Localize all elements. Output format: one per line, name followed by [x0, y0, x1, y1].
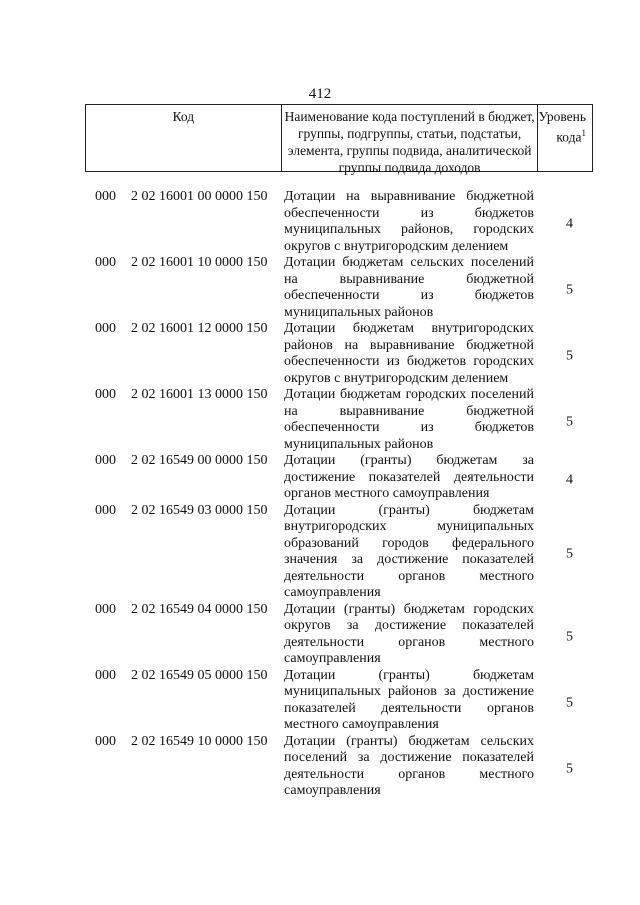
row-level: 5	[566, 414, 573, 430]
row-prefix: 000	[95, 667, 116, 683]
table-header	[85, 104, 593, 175]
table-row	[0, 668, 640, 734]
row-prefix: 000	[95, 321, 116, 336]
table-row	[0, 321, 640, 387]
row-name: Дотации бюджетам сельских поселений на выравнивание бюджетной обеспеченности из бюджетов муниципальных районов	[284, 255, 534, 320]
row-level: 5	[566, 348, 573, 364]
row-prefix: 000	[95, 387, 116, 402]
row-name: Дотации (гранты) бюджетам муниципальных районов за достижение показателей деятельности органов местного самоуправления	[284, 667, 534, 732]
table-row	[0, 255, 640, 321]
table-row	[0, 503, 640, 602]
row-name: Дотации на выравнивание бюджетной обеспеченности из бюджетов муниципальных районов, городских округов с внутригородским делением	[284, 189, 534, 254]
table-row	[0, 602, 640, 668]
row-level: 5	[566, 760, 573, 776]
row-prefix: 000	[95, 189, 116, 204]
page-number: 412	[308, 86, 332, 102]
row-level: 5	[566, 546, 573, 562]
row-name: Дотации бюджетам городских поселений на выравнивание бюджетной обеспеченности из бюджетов муниципальных районов	[284, 387, 534, 452]
table-row	[0, 189, 640, 255]
row-code: 2 02 16549 10 0000 150	[131, 733, 268, 749]
row-prefix: 000	[95, 453, 116, 468]
row-code: 2 02 16001 00 0000 150	[131, 189, 268, 204]
row-prefix: 000	[95, 255, 116, 270]
row-code: 2 02 16001 13 0000 150	[131, 387, 268, 402]
header-level-footnote: 1	[581, 128, 586, 138]
row-code: 2 02 16549 00 0000 150	[131, 453, 268, 468]
row-prefix: 000	[95, 502, 116, 518]
table-row	[0, 453, 640, 503]
row-name: Дотации (гранты) бюджетам внутригородских муниципальных образований городов федерального значения за достижение показателей деятельности органов местного самоуправления	[284, 502, 534, 600]
row-code: 2 02 16001 12 0000 150	[131, 321, 268, 336]
row-level: 4	[566, 216, 573, 232]
table-row	[0, 387, 640, 453]
row-prefix: 000	[95, 601, 116, 617]
row-level: 4	[566, 472, 573, 488]
row-name: Дотации (гранты) бюджетам сельских поселений за достижение показателей деятельности органов местного самоуправления	[284, 733, 534, 798]
row-level: 5	[566, 628, 573, 644]
header-code: Код	[86, 105, 282, 171]
header-level-label: Уровень кода	[538, 109, 586, 145]
row-prefix: 000	[95, 733, 116, 749]
row-level: 5	[566, 694, 573, 710]
row-level: 5	[566, 282, 573, 298]
table-body	[0, 189, 640, 800]
header-level	[538, 105, 592, 171]
row-code: 2 02 16549 05 0000 150	[131, 667, 268, 683]
row-name: Дотации бюджетам внутригородских районов на выравнивание бюджетной обеспеченности из бюджетов городских округов с внутригородским делением	[284, 321, 534, 386]
row-code: 2 02 16001 10 0000 150	[131, 255, 268, 270]
row-name: Дотации (гранты) бюджетам городских округов за достижение показателей деятельности органов местного самоуправления	[284, 601, 534, 666]
row-name: Дотации (гранты) бюджетам за достижение показателей деятельности органов местного самоуправления	[284, 453, 534, 501]
row-code: 2 02 16549 03 0000 150	[131, 502, 268, 518]
row-code: 2 02 16549 04 0000 150	[131, 601, 268, 617]
header-name: Наименование кода поступлений в бюджет, группы, подгруппы, статьи, подстатьи, элемента, группы подвида, аналитической группы подвида доходов	[282, 105, 539, 171]
table-row	[0, 734, 640, 800]
